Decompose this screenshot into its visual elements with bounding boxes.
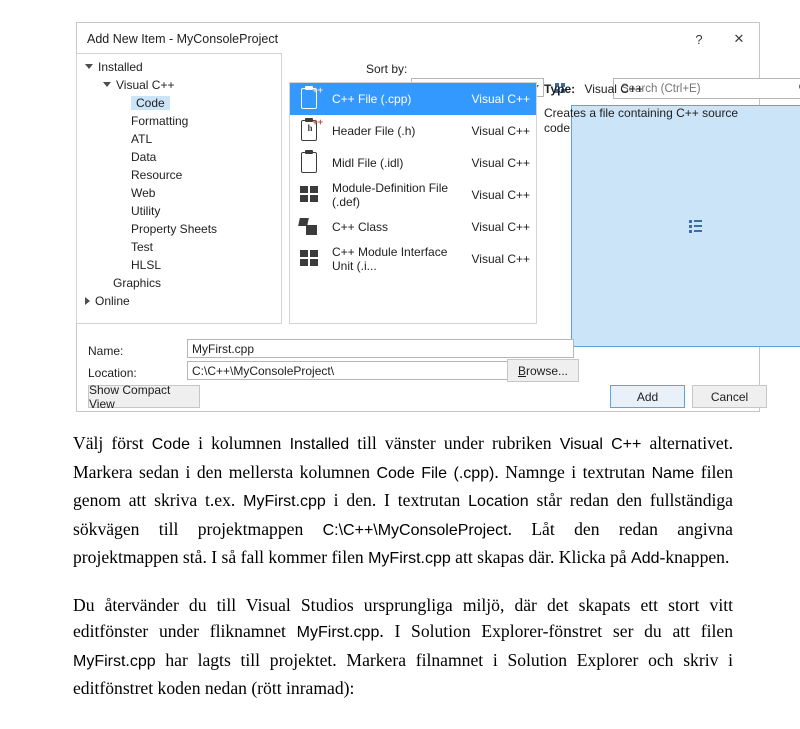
chevron-right-icon	[85, 297, 90, 305]
code-run: Installed	[289, 436, 350, 453]
code-run: C:\C++\MyConsoleProject	[322, 521, 508, 539]
add-label: Add	[636, 389, 659, 404]
tree-item-data[interactable]	[77, 148, 281, 166]
module-definition-file-icon	[298, 182, 322, 208]
list-item-name: Midl File (.idl)	[332, 156, 404, 170]
tree-item-label: Web	[131, 186, 156, 200]
cancel-label: Cancel	[710, 389, 749, 404]
template-info-panel	[544, 82, 748, 324]
tree-item-utility[interactable]	[77, 202, 281, 220]
cancel-button[interactable]	[692, 385, 767, 408]
code-run: Code File (.cpp)	[376, 464, 495, 482]
tree-item-atl[interactable]	[77, 130, 281, 148]
list-item-language: Visual C++	[471, 156, 530, 170]
tree-item-label: Property Sheets	[131, 222, 218, 236]
list-item[interactable]	[290, 147, 536, 179]
template-list[interactable]	[289, 82, 537, 324]
list-item-name: Module-Definition File (.def)	[332, 181, 449, 209]
tree-item-online[interactable]	[77, 292, 281, 310]
tree-item-label: Online	[95, 294, 130, 308]
code-run: MyFirst.cpp	[368, 550, 451, 567]
list-item[interactable]	[290, 179, 536, 211]
list-item[interactable]	[290, 243, 536, 275]
browse-label: Browse...	[517, 363, 569, 378]
tree-item-label: Resource	[131, 168, 183, 182]
cpp-module-interface-icon	[298, 246, 322, 272]
tree-item-test[interactable]	[77, 238, 281, 256]
text-run: att skapas där. Klicka på	[450, 547, 632, 567]
text-run: Välj först	[73, 433, 152, 453]
list-item[interactable]	[290, 115, 536, 147]
name-label: Name:	[88, 344, 124, 358]
tree-item-formatting[interactable]	[77, 112, 281, 130]
template-description: Creates a file containing C++ source code	[544, 106, 739, 135]
list-item-name: C++ File (.cpp)	[332, 92, 412, 106]
tree-item-property-sheets[interactable]	[77, 220, 281, 238]
text-run: Du återvänder du till Visual Studios ursprungliga miljö, där det skapats ett stort vitt editfönster under fliknamnet	[73, 594, 733, 641]
text-run: alternativet. Markera sedan i den mellersta kolumnen	[73, 433, 734, 482]
text-run: . Namnge i textrutan	[494, 461, 652, 482]
code-run: MyFirst.cpp	[243, 493, 326, 510]
list-item[interactable]	[290, 83, 536, 115]
sort-by-label: Sort by:	[366, 62, 408, 76]
cpp-class-icon	[298, 214, 322, 240]
tree-item-label: Graphics	[113, 276, 162, 290]
tree-item-web[interactable]	[77, 184, 281, 202]
list-item-name: C++ Class	[332, 220, 389, 234]
text-run: till vänster under rubriken	[349, 433, 560, 453]
tree-item-code[interactable]	[77, 94, 281, 112]
text-run: i kolumnen	[190, 433, 290, 453]
list-item-language: Visual C++	[471, 92, 530, 106]
code-run: MyFirst.cpp	[296, 624, 380, 641]
list-item-name: Header File (.h)	[332, 124, 416, 138]
tree-item-visual-c-[interactable]	[77, 76, 281, 94]
tree-item-label: Visual C++	[116, 78, 175, 92]
location-label: Location:	[88, 366, 137, 380]
tree-item-label: Data	[131, 150, 157, 164]
list-item-language: Visual C++	[471, 252, 530, 266]
help-button[interactable]: ?	[695, 31, 703, 47]
tree-item-label: ATL	[131, 132, 153, 146]
template-type-row	[544, 82, 748, 96]
paragraph-1	[73, 430, 733, 573]
template-type-label: Type:	[544, 82, 576, 96]
code-run: Add	[631, 550, 660, 567]
show-compact-view-button[interactable]	[88, 382, 200, 411]
tree-item-resource[interactable]	[77, 166, 281, 184]
installed-categories-tree[interactable]	[76, 53, 282, 324]
tree-item-hlsl[interactable]	[77, 256, 281, 274]
tree-item-installed[interactable]	[77, 58, 281, 76]
tree-item-label: Installed	[98, 60, 143, 74]
tree-item-label: Formatting	[131, 114, 189, 128]
text-run: . I Solution Explorer-fönstret ser du att filen	[379, 621, 733, 641]
paragraph-2	[73, 592, 733, 702]
list-item-language: Visual C++	[471, 124, 530, 138]
midl-file-icon	[298, 150, 322, 176]
browse-button[interactable]	[507, 359, 579, 382]
close-icon[interactable]: ✕	[733, 31, 745, 46]
tree-item-label: Test	[131, 240, 154, 254]
code-run: Visual C++	[559, 436, 642, 453]
text-run: har lagts till projektet. Markera filnamnet i Solution Explorer och skriv i editfönstret koden nedan (rött inramad):	[73, 649, 733, 698]
header-file-icon: h ++	[298, 118, 322, 144]
show-compact-view-label: Show Compact View	[89, 382, 171, 411]
chevron-down-icon	[103, 82, 111, 91]
tree-item-label: Utility	[131, 204, 161, 218]
text-run: i den. I textrutan	[325, 490, 469, 510]
text-run: . Låt den redan angivna projektmappen stå. I så fall kommer filen	[73, 518, 733, 567]
chevron-down-icon	[85, 64, 93, 73]
tree-item-label: HLSL	[131, 258, 162, 272]
code-run: Name	[651, 464, 695, 482]
list-item-language: Visual C++	[471, 188, 530, 202]
list-item-name: C++ Module Interface Unit (.i...	[332, 245, 448, 273]
code-run: MyFirst.cpp	[73, 652, 156, 670]
text-run: står redan den fullständiga sökvägen till projektmappen	[73, 490, 733, 539]
code-run: Code	[151, 436, 190, 453]
text-run: filen genom att skriva t.ex.	[73, 461, 733, 510]
cpp-file-icon: ++	[298, 86, 322, 112]
add-button[interactable]	[610, 385, 685, 408]
dialog-titlebar	[77, 23, 759, 56]
dialog-title: Add New Item - MyConsoleProject	[87, 32, 279, 46]
list-item[interactable]	[290, 211, 536, 243]
text-run: -knappen.	[659, 547, 730, 567]
name-input[interactable]	[187, 339, 574, 358]
list-item-language: Visual C++	[471, 220, 530, 234]
tree-item-graphics[interactable]	[77, 274, 281, 292]
code-run: Location	[468, 493, 529, 510]
tree-item-label: Code	[131, 96, 170, 110]
template-type-value: Visual C++	[584, 82, 643, 96]
instruction-text	[73, 430, 733, 721]
